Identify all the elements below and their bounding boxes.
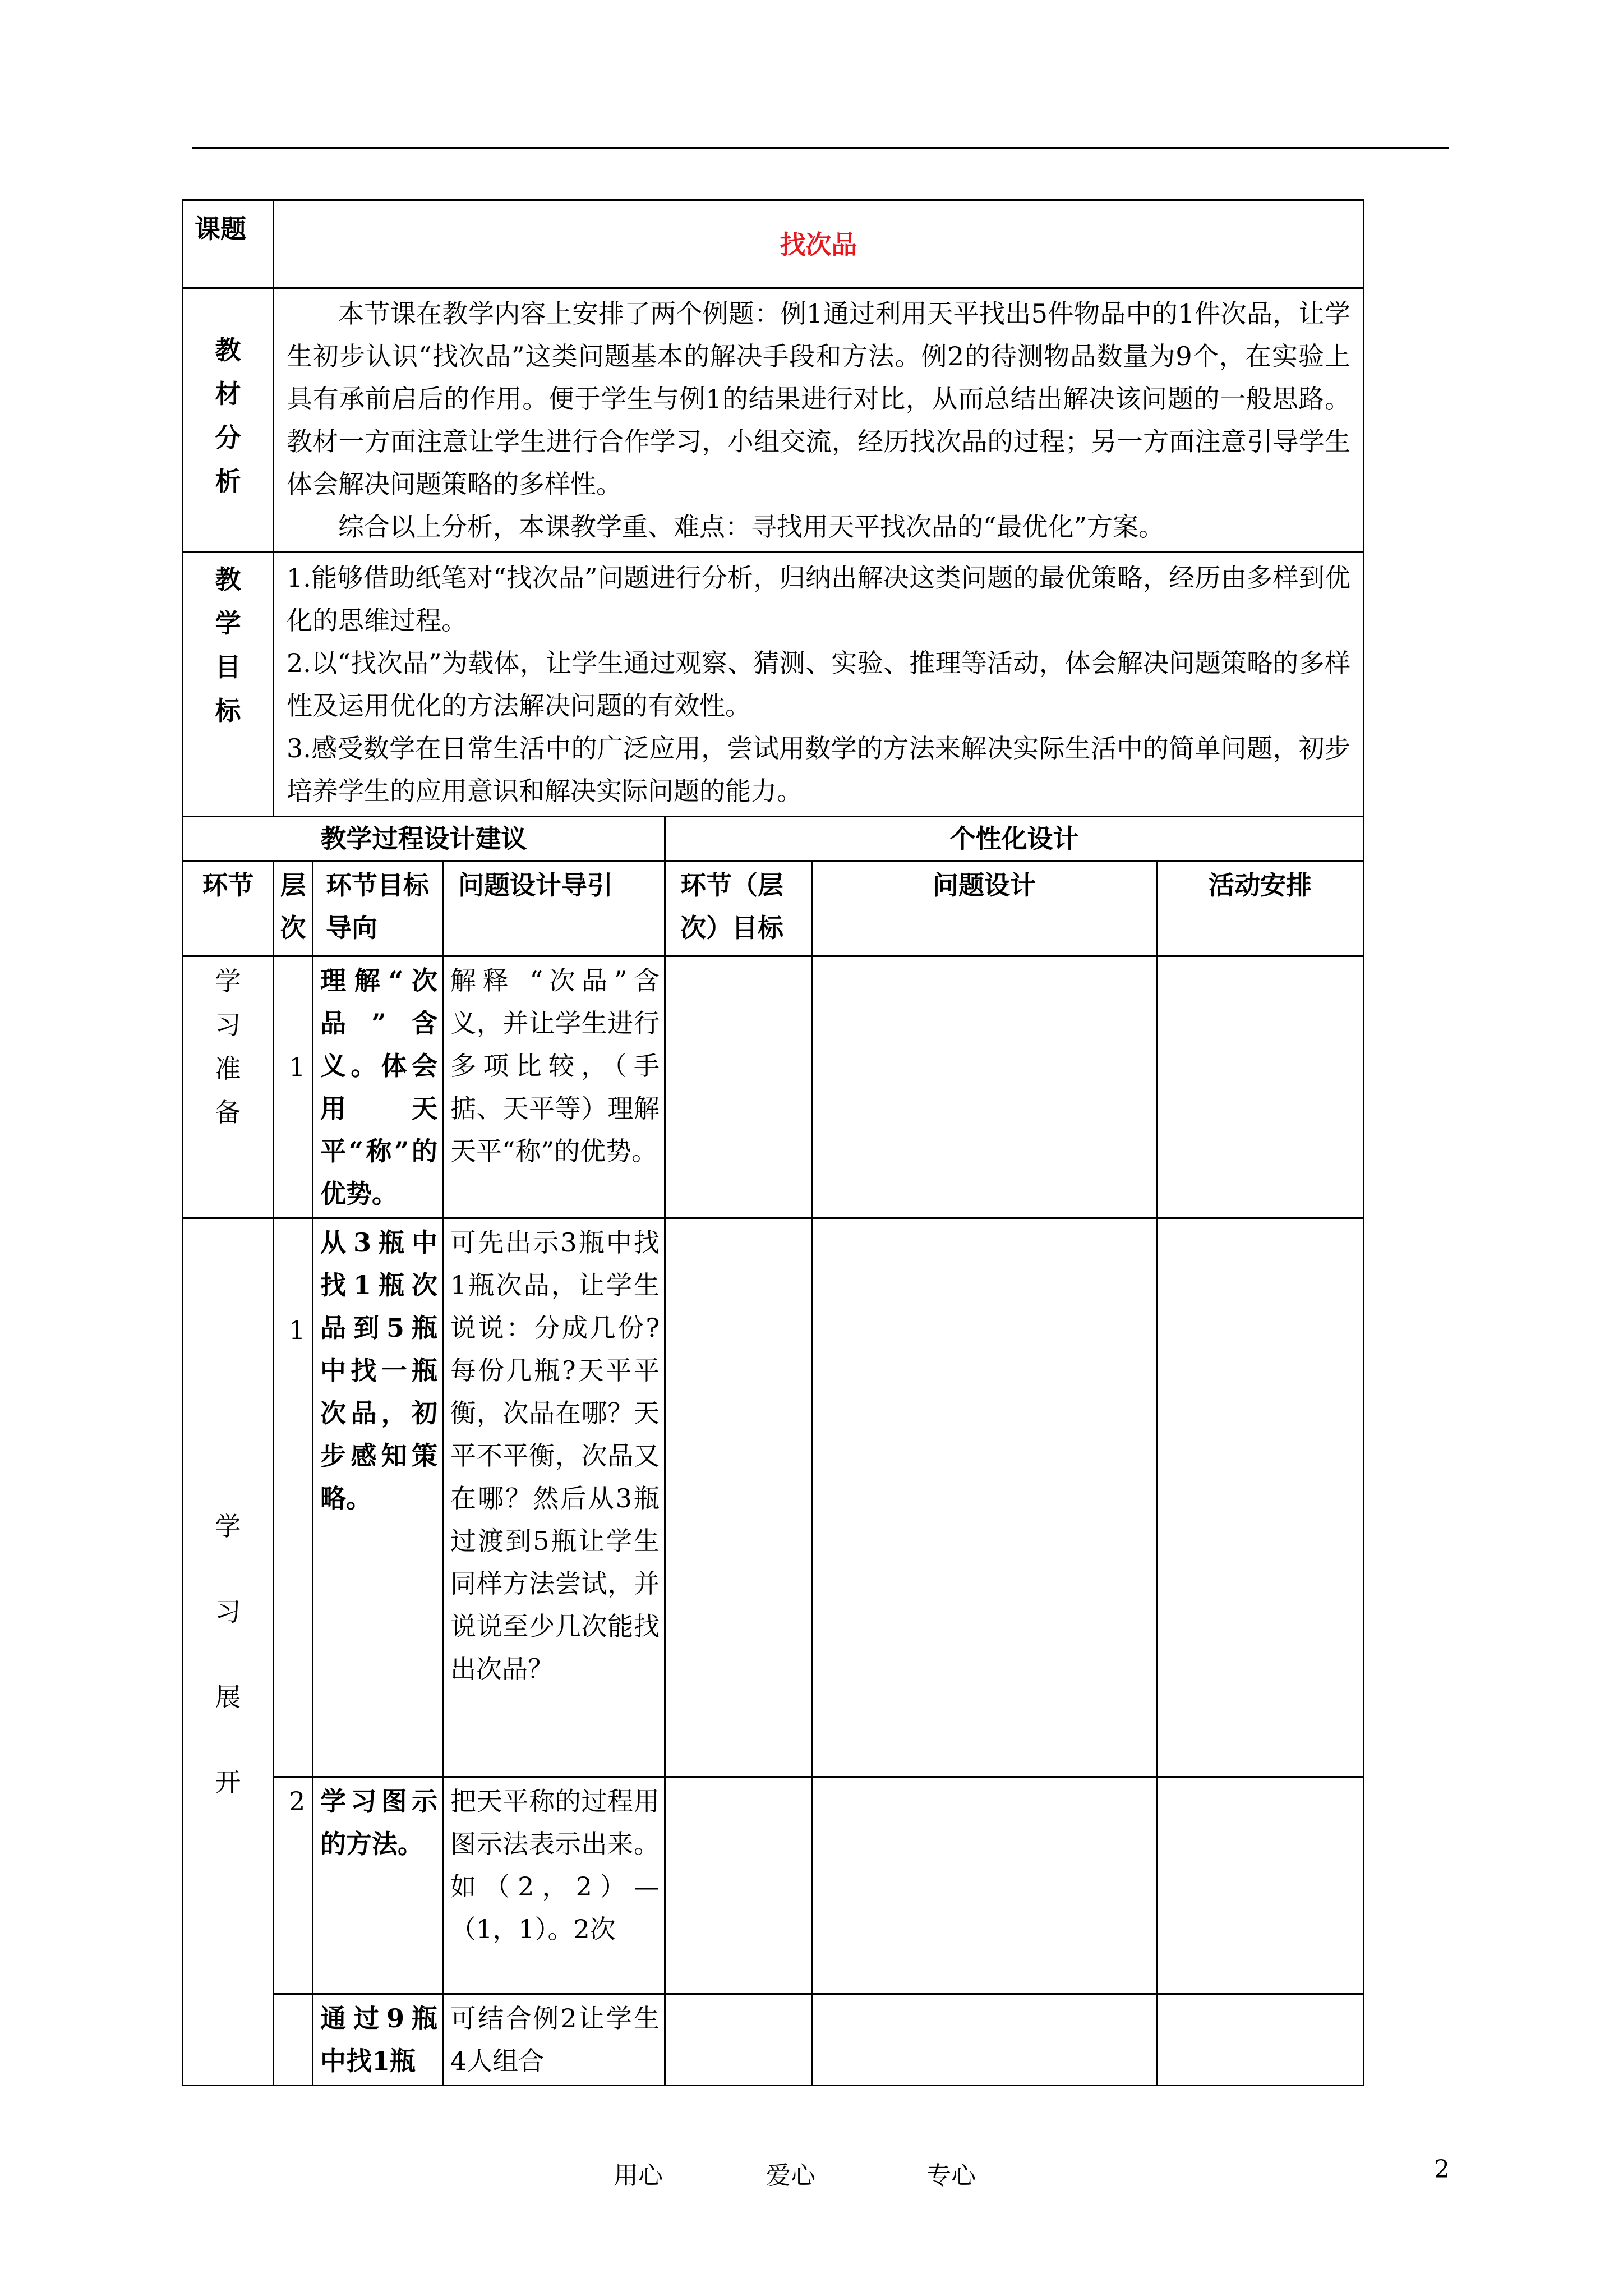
analysis-paragraph: 本节课在教学内容上安排了两个例题：例1通过利用天平找出5件物品中的1件次品，让学生初步认识“找次品”这类问题基本的解决手段和方法。例2的待测物品数量为9个，在实验上具有承前启后的作用。便于学生与例1的结果进行对比，从而总结出解决该问题的一般思路。教材一方面注意让学生进行合作学习，小组交流，经历找次品的过程；另一方面注意引导学生体会解决问题策略的多样性。 bbox=[287, 298, 1350, 499]
section2-row3-level bbox=[274, 1994, 313, 2086]
header-rule bbox=[192, 147, 1449, 149]
footer-item-yongxin: 用心 bbox=[614, 2161, 663, 2190]
section2-row3-activity bbox=[1157, 1994, 1364, 2086]
analysis-label-char: 分 bbox=[215, 422, 241, 453]
keti-label: 课题 bbox=[183, 200, 274, 288]
section2-row1-level: 1 bbox=[274, 1218, 313, 1777]
col-header-question-design: 问题设计 bbox=[812, 861, 1157, 956]
section1-label-char: 备 bbox=[215, 1097, 241, 1128]
section1-guide: 解释 “次品”含义，并让学生进行多项比较，（手掂、天平等）理解天平“称”的优势。 bbox=[443, 956, 665, 1218]
section1-label-char: 准 bbox=[215, 1053, 241, 1084]
col-header-custom-goal: 环节（层次）目标 bbox=[665, 861, 812, 956]
section1-level: 1 bbox=[274, 956, 313, 1218]
objectives-label-char: 标 bbox=[215, 696, 241, 726]
section2-row-2 bbox=[183, 1777, 1364, 1994]
section2-row2-question-design bbox=[812, 1777, 1157, 1994]
section1-row bbox=[183, 956, 1364, 1218]
footer-item-aixin: 爱心 bbox=[766, 2161, 815, 2190]
section2-row2-activity bbox=[1157, 1777, 1364, 1994]
objectives-label-char: 教 bbox=[215, 564, 241, 595]
section1-label bbox=[183, 956, 274, 1218]
analysis-summary: 综合以上分析，本课教学重、难点：寻找用天平找次品的“最优化”方案。 bbox=[338, 512, 1165, 542]
section2-row-3 bbox=[183, 1994, 1364, 2086]
section2-row1-custom-goal bbox=[665, 1218, 812, 1777]
section2-label-char: 展 bbox=[215, 1682, 241, 1712]
analysis-row bbox=[183, 288, 1364, 553]
section1-label-char: 习 bbox=[215, 1010, 241, 1040]
col-header-activity: 活动安排 bbox=[1157, 861, 1364, 956]
col-header-goal: 环节目标导向 bbox=[313, 861, 443, 956]
objectives-label-char: 目 bbox=[215, 652, 241, 682]
analysis-label-char: 教 bbox=[215, 335, 241, 365]
section2-row2-guide: 把天平称的过程用图示法表示出来。如（2，2）—（1，1）。2次 bbox=[443, 1777, 665, 1994]
section2-row1-guide: 可先出示3瓶中找1瓶次品，让学生说说：分成几份?每份几瓶?天平平衡，次品在哪？天平不平衡，次品又在哪？然后从3瓶过渡到5瓶让学生同样方法尝试，并说说至少几次能找出次品？ bbox=[443, 1218, 665, 1777]
section2-row2-custom-goal bbox=[665, 1777, 812, 1994]
section2-row1-activity bbox=[1157, 1218, 1364, 1777]
analysis-label bbox=[183, 288, 274, 553]
objective-item: 3.感受数学在日常生活中的广泛应用，尝试用数学的方法来解决实际生活中的简单问题，初步培养学生的应用意识和解决实际问题的能力。 bbox=[287, 733, 1350, 806]
section1-question-design bbox=[812, 956, 1157, 1218]
footer-item-zhuanxin: 专心 bbox=[926, 2161, 976, 2190]
analysis-label-char: 材 bbox=[215, 379, 241, 409]
section2-row3-guide: 可结合例2让学生4人组合 bbox=[443, 1994, 665, 2086]
lesson-title: 找次品 bbox=[274, 200, 1364, 288]
section1-custom-goal bbox=[665, 956, 812, 1218]
col-header-cengci: 层次 bbox=[274, 861, 313, 956]
section2-label-char: 学 bbox=[215, 1511, 241, 1542]
section2-row2-level: 2 bbox=[274, 1777, 313, 1994]
objectives-label-char: 学 bbox=[215, 608, 241, 638]
section2-row1-goal: 从3瓶中找1瓶次品到5瓶中找一瓶次品，初步感知策略。 bbox=[313, 1218, 443, 1777]
column-header-row bbox=[183, 861, 1364, 956]
section2-label-char: 开 bbox=[215, 1767, 241, 1797]
objectives-row bbox=[183, 553, 1364, 817]
analysis-label-char: 析 bbox=[215, 466, 241, 496]
section1-activity bbox=[1157, 956, 1364, 1218]
section2-row3-question-design bbox=[812, 1994, 1157, 2086]
section2-row2-goal: 学习图示的方法。 bbox=[313, 1777, 443, 1994]
section2-row1-question-design bbox=[812, 1218, 1157, 1777]
title-row bbox=[183, 200, 1364, 288]
process-left-title: 教学过程设计建议 bbox=[183, 817, 665, 861]
lesson-plan-table bbox=[182, 199, 1364, 2086]
process-header-row bbox=[183, 817, 1364, 861]
section2-row3-goal: 通过9瓶中找1瓶 bbox=[313, 1994, 443, 2086]
section1-label-char: 学 bbox=[215, 966, 241, 996]
col-header-guide: 问题设计导引 bbox=[443, 861, 665, 956]
objectives-label bbox=[183, 553, 274, 817]
section2-row3-custom-goal bbox=[665, 1994, 812, 2086]
objective-item: 2.以“找次品”为载体，让学生通过观察、猜测、实验、推理等活动，体会解决问题策略的多样性及运用优化的方法解决问题的有效性。 bbox=[287, 648, 1350, 721]
process-right-title: 个性化设计 bbox=[665, 817, 1364, 861]
objectives-content bbox=[274, 553, 1364, 817]
section2-row-1 bbox=[183, 1218, 1364, 1777]
analysis-content bbox=[274, 288, 1364, 553]
section1-goal: 理解“次品”含义。体会用天平“称”的优势。 bbox=[313, 956, 443, 1218]
col-header-huanjie: 环节 bbox=[183, 861, 274, 956]
page-number: 2 bbox=[1434, 2155, 1450, 2184]
objective-item: 1.能够借助纸笔对“找次品”问题进行分析，归纳出解决这类问题的最优策略，经历由多样到优化的思维过程。 bbox=[287, 563, 1350, 636]
section2-label bbox=[183, 1218, 274, 2086]
section2-label-char: 习 bbox=[215, 1596, 241, 1627]
